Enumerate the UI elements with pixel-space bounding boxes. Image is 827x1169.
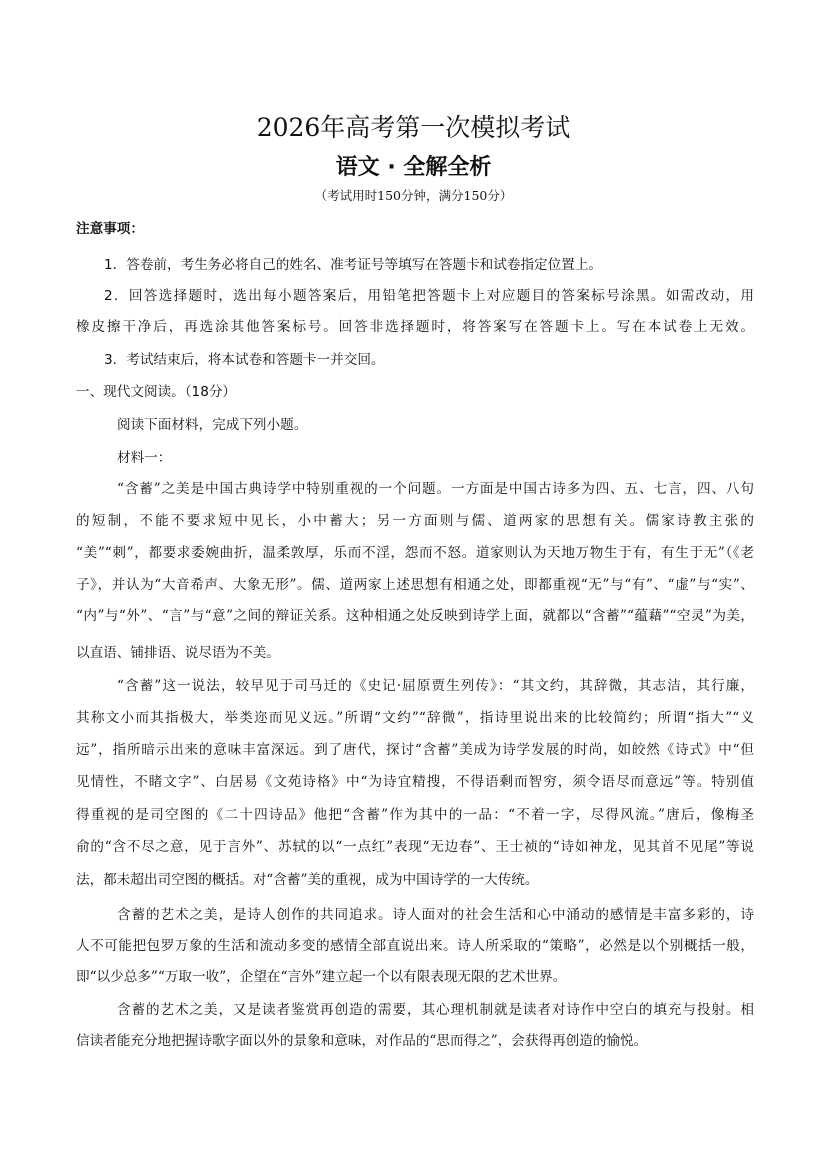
paragraph-1-line: 以直语、铺排语、说尽语为不美。 — [76, 645, 280, 661]
paragraph-1-line: 的短制，不能不要求短中见长，小中蓄大；另一方面则与儒、道两家的思想有关。儒家诗教主张的 — [76, 513, 754, 529]
section-heading: 一、现代文阅读。（18分） — [76, 384, 237, 400]
paragraph-2-line: 其称文小而其指极大，举类迩而见义远。”所谓“文约”“辞微”，指诗里说出来的比较简约；所谓“指大”“义 — [76, 710, 754, 726]
paragraph-2-line: 俞的“含不尽之意，见于言外”、苏轼的以“一点红”表现“无边春”、王士祯的“诗如神龙，见其首不见尾”等说 — [76, 839, 754, 855]
paragraph-4-line: 信读者能充分地把握诗歌字面以外的景象和意味，对作品的“思而得之”，会获得再创造的愉悦。 — [76, 1033, 648, 1049]
notice-item-1: 1．答卷前，考生务必将自己的姓名、准考证号等填写在答题卡和试卷指定位置上。 — [104, 257, 603, 273]
exam-title: 2026年高考第一次模拟考试 — [256, 113, 571, 142]
paragraph-2-line: 见情性，不睹文字”、白居易《文苑诗格》中“为诗宜精搜，不得语剩而智穷，须令语尽而意远”等。特别值 — [76, 774, 754, 790]
paragraph-3-line: 人不可能把包罗万象的生活和流动多变的感情全部直说出来。诗人所采取的“策略”，必然是以个别概括一般， — [76, 938, 754, 954]
exam-duration-note: （考试用时150分钟，满分150分） — [314, 188, 513, 203]
paragraph-1-line: “美”“刺”，都要求委婉曲折，温柔敦厚，乐而不淫，怨而不怒。道家则认为天地万物生于有，有生于无”（《老 — [76, 545, 754, 561]
paragraph-3-line: 即“以少总多”“万取一收”，企望在“言外”建立起一个以有限表现无限的艺术世界。 — [76, 969, 567, 985]
paragraph-1-line: 子》，并认为“大音希声、大象无形”。儒、道两家上述思想有相通之处，即都重视“无”与“有”、“虚”与“实”、 — [76, 577, 754, 593]
paragraph-2-line: “含蓄”这一说法，较早见于司马迁的《史记·屈原贾生列传》：“其文约，其辞微，其志洁，其行廉， — [117, 678, 754, 694]
notice-item-3: 3．考试结束后，将本试卷和答题卡一并交回。 — [104, 352, 385, 368]
section-instruction: 阅读下面材料，完成下列小题。 — [117, 417, 308, 433]
material-label: 材料一： — [117, 450, 172, 466]
paragraph-2-line: 得重视的是司空图的《二十四诗品》他把“含蓄”作为其中的一品：“不着一字，尽得风流。”唐后，像梅圣 — [76, 807, 754, 823]
exam-subtitle: 语文 · 全解全析 — [335, 155, 492, 180]
notice-heading: 注意事项： — [76, 221, 144, 237]
paragraph-1-line: “内”与“外”、“言”与“意”之间的辩证关系。这种相通之处反映到诗学上面，就都以“含蓄”“蕴藉”“空灵”为美， — [76, 608, 754, 624]
paragraph-2-line: 远”，指所暗示出来的意味丰富深远。到了唐代，探讨“含蓄”美成为诗学发展的时尚，如皎然《诗式》中“但 — [76, 742, 754, 758]
paragraph-4-line: 含蓄的艺术之美，又是读者鉴赏再创造的需要，其心理机制就是读者对诗作中空白的填充与投射。相 — [117, 1002, 754, 1018]
paragraph-3-line: 含蓄的艺术之美，是诗人创作的共同追求。诗人面对的社会生活和心中涌动的感情是丰富多彩的，诗 — [117, 907, 754, 923]
paragraph-2-line: 法，都未超出司空图的概括。对“含蓄”美的重视，成为中国诗学的一大传统。 — [76, 872, 539, 888]
notice-item-2: 2．回答选择题时，选出每小题答案后，用铅笔把答题卡上对应题目的答案标号涂黑。如需改动，用 — [104, 288, 754, 304]
paragraph-1-line: “含蓄”之美是中国古典诗学中特别重视的一个问题。一方面是中国古诗多为四、五、七言，四、八句 — [117, 481, 754, 497]
notice-item-2-cont: 橡皮擦干净后，再选涂其他答案标号。回答非选择题时，将答案写在答题卡上。写在本试卷上无效。 — [76, 319, 754, 335]
